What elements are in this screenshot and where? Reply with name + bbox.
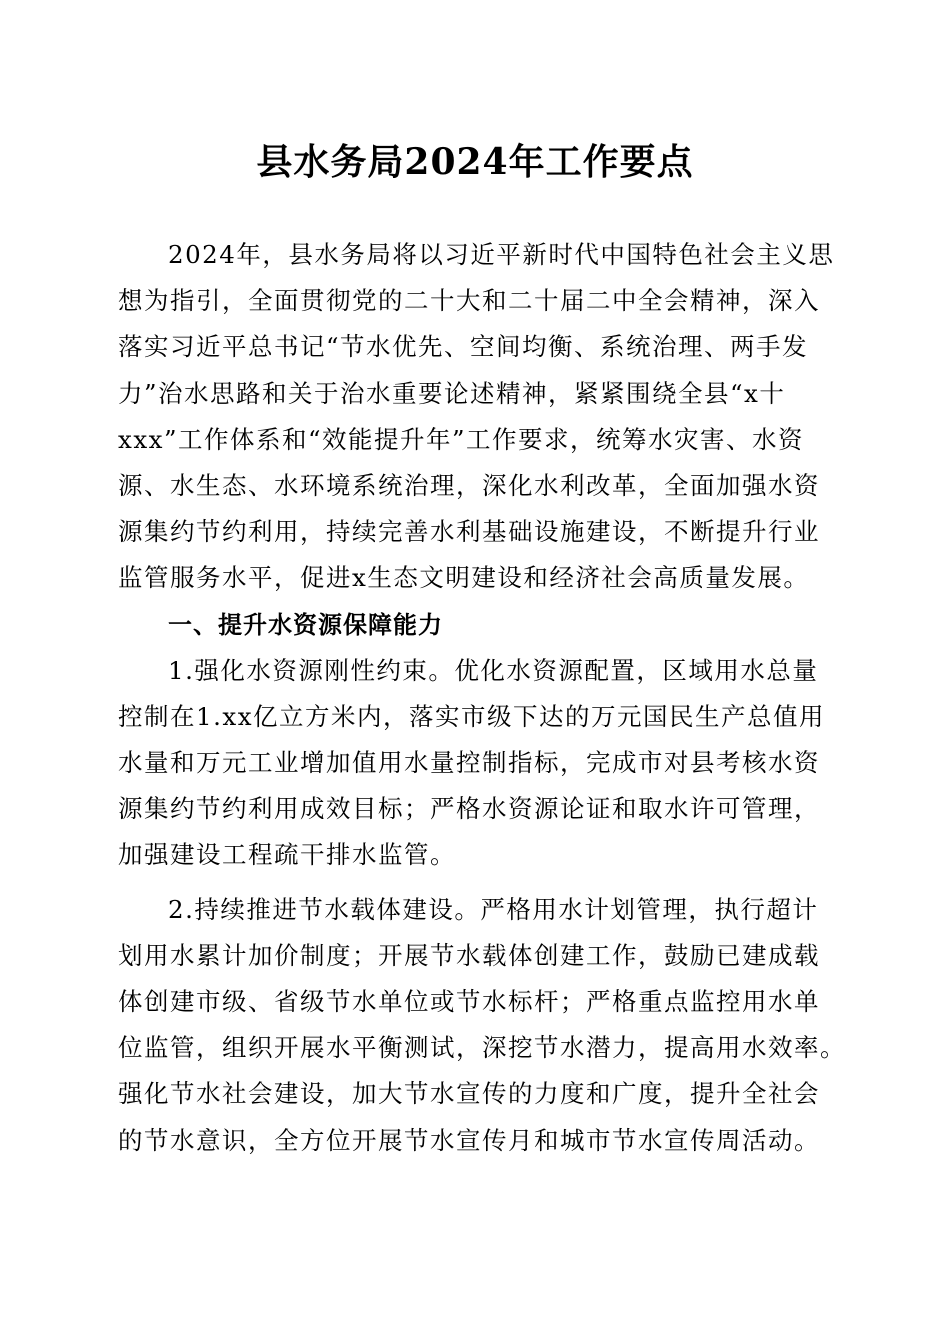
paragraph-line: 划用水累计加价制度；开展节水载体创建工作，鼓励已建成载 xyxy=(118,940,820,970)
paragraph-line: 2024年，县水务局将以习近平新时代中国特色社会主义思 xyxy=(168,240,835,269)
paragraph-line: 加强建设工程疏干排水监管。 xyxy=(118,840,456,870)
intro-paragraph xyxy=(118,232,835,602)
document-title: 县水务局2024年工作要点 xyxy=(256,141,694,183)
paragraph-line: 位监管，组织开展水平衡测试，深挖节水潜力，提高用水效率。 xyxy=(118,1033,846,1063)
item-2-paragraph xyxy=(118,887,846,1164)
paragraph-line: 落实习近平总书记“节水优先、空间均衡、系统治理、两手发 xyxy=(118,332,809,362)
paragraph-line: 2.持续推进节水载体建设。严格用水计划管理，执行超计 xyxy=(168,894,819,924)
paragraph-line: 源集约节约利用成效目标；严格水资源论证和取水许可管理， xyxy=(118,794,820,824)
paragraph-line: 力”治水思路和关于治水重要论述精神，紧紧围绕全县“x十 xyxy=(118,378,786,408)
item-1-paragraph xyxy=(118,648,832,879)
paragraph-line: 体创建市级、省级节水单位或节水标杆；严格重点监控用水单 xyxy=(118,987,820,1016)
paragraph-line: 水量和万元工业增加值用水量控制指标，完成市对县考核水资 xyxy=(118,748,820,778)
paragraph-line: 源、水生态、水环境系统治理，深化水利改革，全面加强水资 xyxy=(118,470,820,500)
section-heading: 一、提升水资源保障能力 xyxy=(168,610,443,639)
paragraph-line: 想为指引，全面贯彻党的二十大和二十届二中全会精神，深入 xyxy=(118,286,820,316)
paragraph-line: 的节水意识，全方位开展节水宣传月和城市节水宣传周活动。 xyxy=(118,1125,820,1155)
paragraph-line: 控制在1.xx亿立方米内，落实市级下达的万元国民生产总值用 xyxy=(118,701,826,731)
paragraph-line: 源集约节约利用，持续完善水利基础设施建设，不断提升行业 xyxy=(118,517,820,547)
paragraph-line: 强化节水社会建设，加大节水宣传的力度和广度，提升全社会 xyxy=(118,1079,820,1109)
paragraph-line: xxx”工作体系和“效能提升年”工作要求，统筹水灾害、水资 xyxy=(118,424,805,454)
document-body xyxy=(118,232,846,1164)
paragraph-line: 监管服务水平，促进x生态文明建设和经济社会高质量发展。 xyxy=(118,563,810,593)
paragraph-line: 1.强化水资源刚性约束。优化水资源配置，区域用水总量 xyxy=(168,655,819,685)
